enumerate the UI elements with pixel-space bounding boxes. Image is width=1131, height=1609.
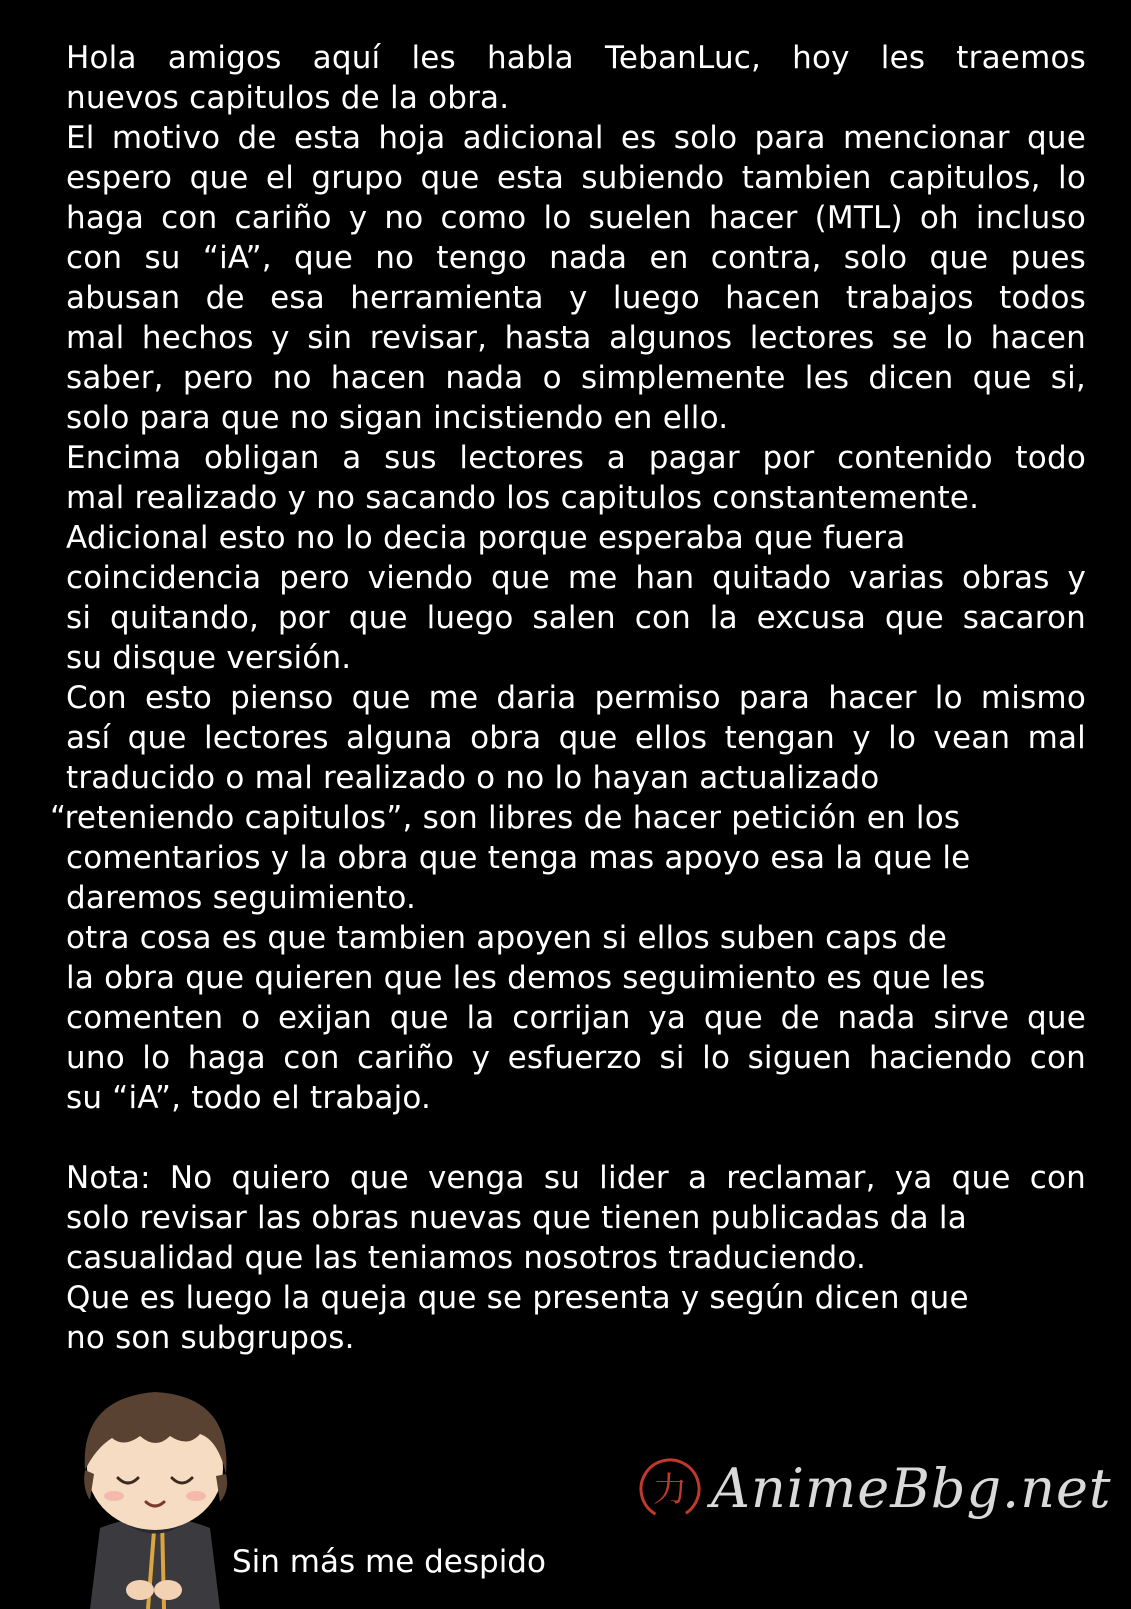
notice-line: uno lo haga con cariño y esfuerzo si lo siguen haciendo con <box>66 1040 1086 1076</box>
notice-line: coincidencia pero viendo que me han quitado varias obras y <box>66 560 1086 596</box>
notice-line: comenten o exijan que la corrijan ya que de nada sirve que <box>66 1000 1086 1036</box>
notice-line: El motivo de esta hoja adicional es solo para mencionar que <box>66 120 1086 156</box>
watermark-site-name: AnimeBbg.net <box>711 1457 1112 1520</box>
seal-logo-icon <box>637 1456 703 1522</box>
notice-line: comentarios y la obra que tenga mas apoyo esa la que le <box>66 840 971 876</box>
note-line: Que es luego la queja que se presenta y según dicen que <box>66 1280 969 1316</box>
farewell-text: Sin más me despido <box>232 1544 546 1580</box>
seal-glyph: 力 <box>653 1470 687 1510</box>
notice-line: su disque versión. <box>66 640 352 676</box>
notice-line: daremos seguimiento. <box>66 880 417 916</box>
notice-line: Adicional esto no lo decia porque esperaba que fuera <box>66 520 906 556</box>
notice-line: “reteniendo capitulos”, son libres de hacer petición en los <box>50 800 961 836</box>
note-line: Nota: No quiero que venga su lider a reclamar, ya que con <box>66 1160 1086 1196</box>
notice-line: otra cosa es que tambien apoyen si ellos suben caps de <box>66 920 948 956</box>
notice-line: mal realizado y no sacando los capitulos constantemente. <box>66 480 980 516</box>
bowing-chibi-mascot <box>60 1378 250 1609</box>
notice-line: traducido o mal realizado o no lo hayan actualizado <box>66 760 880 796</box>
note-line: solo revisar las obras nuevas que tienen publicadas da la <box>66 1200 967 1236</box>
paragraph-gap <box>66 1118 1086 1158</box>
notice-text <box>50 38 1086 1358</box>
notice-line: saber, pero no hacen nada o simplemente les dicen que si, <box>66 360 1086 396</box>
notice-line: la obra que quieren que les demos seguimiento es que les <box>66 960 986 996</box>
notice-line: Hola amigos aquí les habla TebanLuc, hoy les traemos <box>66 40 1086 76</box>
notice-line: mal hechos y sin revisar, hasta algunos lectores se lo hacen <box>66 320 1086 356</box>
notice-line: haga con cariño y no como lo suelen hacer (MTL) oh incluso <box>66 200 1086 236</box>
notice-line: su “iA”, todo el trabajo. <box>66 1080 432 1116</box>
notice-line: abusan de esa herramienta y luego hacen trabajos todos <box>66 280 1086 316</box>
notice-line: Encima obligan a sus lectores a pagar por contenido todo <box>66 440 1086 476</box>
notice-line: si quitando, por que luego salen con la excusa que sacaron <box>66 600 1086 636</box>
notice-line: con su “iA”, que no tengo nada en contra, solo que pues <box>66 240 1086 276</box>
note-line: casualidad que las teniamos nosotros traduciendo. <box>66 1240 867 1276</box>
notice-line: Con esto pienso que me daria permiso para hacer lo mismo <box>66 680 1086 716</box>
notice-line: espero que el grupo que esta subiendo tambien capitulos, lo <box>66 160 1086 196</box>
note-line: no son subgrupos. <box>66 1320 355 1356</box>
site-watermark <box>637 1456 1112 1522</box>
notice-line: nuevos capitulos de la obra. <box>66 80 510 116</box>
notice-line: solo para que no sigan incistiendo en ello. <box>66 400 729 436</box>
notice-line: así que lectores alguna obra que ellos tengan y lo vean mal <box>66 720 1086 756</box>
